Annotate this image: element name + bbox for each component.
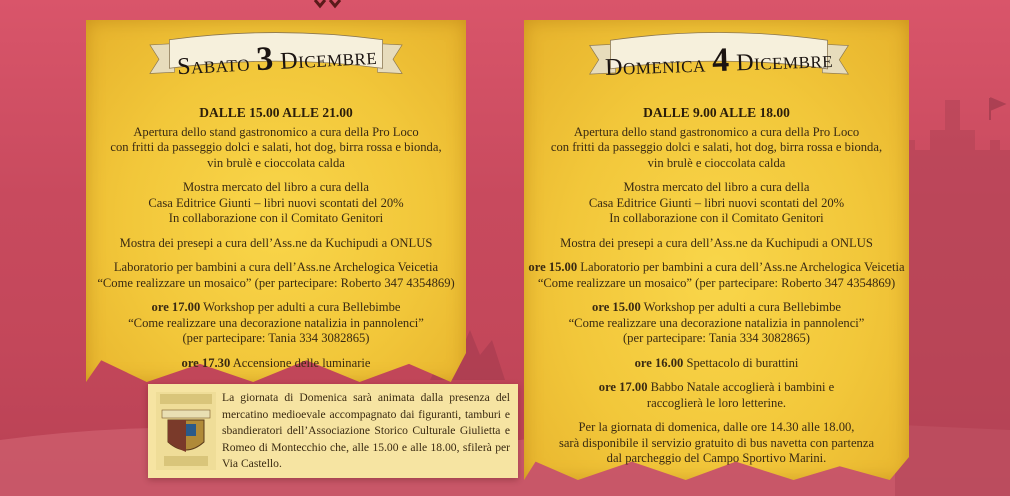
text-line: dal parcheggio del Campo Sportivo Marini. <box>606 451 827 465</box>
sunday-kids-lab <box>528 260 905 291</box>
event-time: ore 16.00 <box>634 355 684 370</box>
association-logo <box>156 392 216 470</box>
sunday-puppets <box>528 356 905 372</box>
text-line: Apertura dello stand gastronomico a cura della Pro Loco <box>133 124 419 139</box>
event-time: ore 17.30 <box>181 355 231 370</box>
event-time: ore 15.00 <box>592 300 641 314</box>
text-line: “Come realizzare un mosaico” (per partecipare: Roberto 347 4354869) <box>97 275 455 290</box>
text-line: Laboratorio per bambini a cura dell’Ass.ne Archelogica Veicetia <box>113 260 439 274</box>
sunday-month: Dicembre <box>735 47 834 77</box>
text-line: “Come realizzare un mosaico” (per partecipare: Roberto 347 4354869) <box>537 275 896 290</box>
text-line: vin brulè e cioccolata calda <box>207 155 345 170</box>
sunday-nativity: Mostra dei presepi a cura dell’Ass.ne da Kuchipudi a ONLUS <box>560 235 873 250</box>
text-line: “Come realizzare una decorazione natalizia in pannolenci” <box>568 315 865 330</box>
saturday-nativity: Mostra dei presepi a cura dell’Ass.ne da Kuchipudi a ONLUS <box>119 235 433 250</box>
saturday-lights <box>90 356 462 372</box>
text-line: Mostra mercato del libro a cura della <box>623 180 810 194</box>
text-line: con fritti da passeggio dolci e salati, hot dog, birra rossa e bionda, <box>550 140 883 154</box>
sunday-book-market <box>528 180 905 227</box>
saturday-hours: DALLE 15.00 ALLE 21.00 <box>199 105 353 120</box>
saturday-workshop <box>90 300 462 347</box>
sunday-number: 4 <box>711 41 731 80</box>
sunday-word: Domenica <box>604 51 707 81</box>
text-line: Babbo Natale accoglierà i bambini e <box>647 380 835 394</box>
saturday-program <box>90 105 462 380</box>
text-line: In collaborazione con il Comitato Genitori <box>609 211 824 225</box>
text-line: sarà disponibile il servizio gratuito di bus navetta con partenza <box>558 435 875 450</box>
text-line: Casa Editrice Giunti – libri nuovi scontati del 20% <box>148 195 404 210</box>
text-line: “Come realizzare una decorazione natalizia in pannolenci” <box>128 315 424 330</box>
sunday-shuttle-bus <box>528 420 905 467</box>
event-time: ore 17.00 <box>598 380 648 394</box>
medieval-market-info-box <box>148 384 518 478</box>
event-time: ore 17.00 <box>151 300 201 314</box>
saturday-number: 3 <box>255 40 275 79</box>
sunday-santa <box>528 380 905 411</box>
text-line: Spettacolo di burattini <box>683 355 799 370</box>
shield-icon <box>156 392 216 470</box>
sunday-workshop <box>528 300 905 347</box>
text-line: Per la giornata di domenica, dalle ore 14.30 alle 18.00, <box>578 420 855 434</box>
text-line: Accensione delle luminarie <box>230 355 371 370</box>
medieval-market-description: La giornata di Domenica sarà animata dalla presenza del mercatino medioevale accompagnato dai figuranti, tamburi e sbandieratori dell’Associazione Storico Culturale Giulietta e Romeo di Montecchio che, alle 15.00 e alle 18.00, sfilerà per Via Castello. <box>222 391 510 471</box>
text-line: Apertura dello stand gastronomico a cura della Pro Loco <box>573 124 860 139</box>
saturday-kids-lab <box>90 260 462 291</box>
sunday-food-stand <box>528 125 905 172</box>
saturday-food-stand <box>90 125 462 172</box>
text-line: Casa Editrice Giunti – libri nuovi scontati del 20% <box>588 195 845 210</box>
text-line: vin brulè e cioccolata calda <box>647 155 786 170</box>
text-line: Mostra mercato del libro a cura della <box>182 180 370 194</box>
text-line: con fritti da passeggio dolci e salati, hot dog, birra rossa e bionda, <box>110 140 442 154</box>
text-line: In collaborazione con il Comitato Genitori <box>168 211 384 225</box>
sunday-hours: DALLE 9.00 ALLE 18.00 <box>643 105 790 120</box>
text-line: (per partecipare: Tania 334 3082865) <box>622 331 811 345</box>
text-line: Workshop per adulti a cura Bellebimbe <box>200 300 401 314</box>
text-line: raccoglierà le loro letterine. <box>646 395 787 410</box>
event-time: ore 15.00 <box>528 260 578 274</box>
text-line: Laboratorio per bambini a cura dell’Ass.ne Archelogica Veicetia <box>577 260 905 274</box>
saturday-month: Dicembre <box>279 43 378 75</box>
text-line: (per partecipare: Tania 334 3082865) <box>182 331 370 345</box>
text-line: Workshop per adulti a cura Bellebimbe <box>640 300 841 314</box>
sunday-program <box>528 105 905 476</box>
saturday-word: Sabato <box>176 50 251 81</box>
saturday-book-market <box>90 180 462 227</box>
